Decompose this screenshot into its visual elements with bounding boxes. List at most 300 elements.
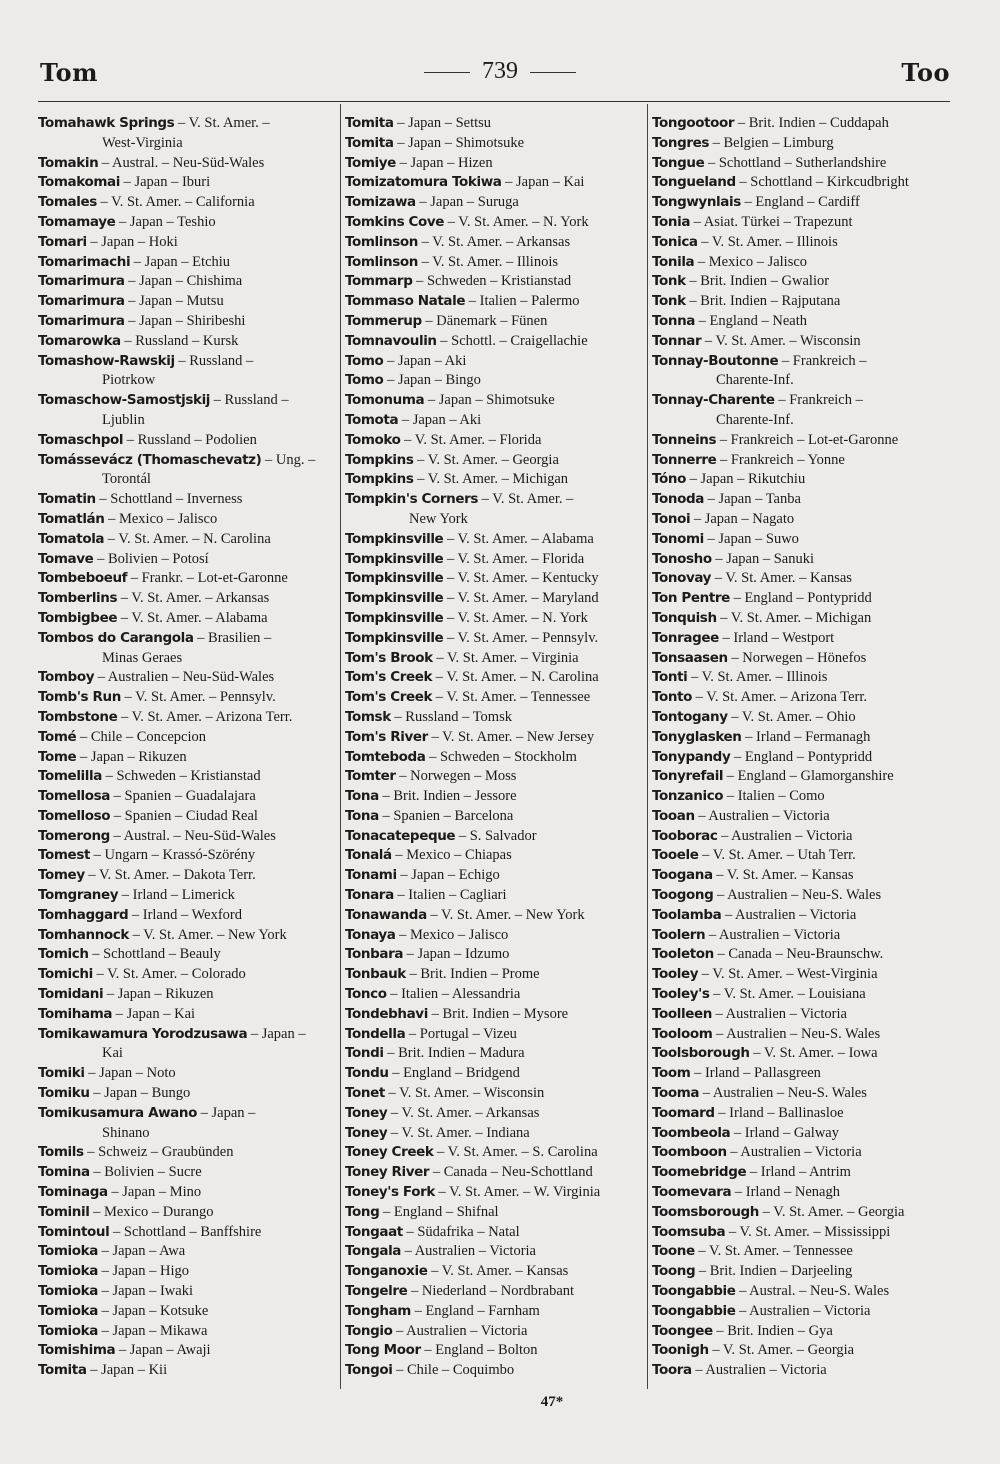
entry-place-name: Tomakin xyxy=(38,154,99,171)
entry-location: – Japan – Mutsu xyxy=(124,293,224,310)
gazetteer-entry xyxy=(345,688,645,708)
entry-location: – Brit. Indien – Cuddapah xyxy=(734,115,889,131)
entry-place-name: Tomonuma xyxy=(345,392,425,409)
entry-place-name: Tonbara xyxy=(345,946,404,963)
entry-location: – V. St. Amer. – New York xyxy=(128,926,287,943)
entry-location: – Schottl. – Craigellachie xyxy=(436,332,588,349)
entry-place-name: Toney Creek xyxy=(345,1144,434,1161)
gazetteer-entry xyxy=(345,728,645,748)
entry-continuation: Torontál xyxy=(102,471,151,488)
entry-location: – England – Pontypridd xyxy=(729,590,872,607)
gazetteer-entry xyxy=(652,332,952,352)
entry-location: – V. St. Amer. – Florida xyxy=(443,550,585,567)
gazetteer-entry xyxy=(345,411,645,431)
entry-location: – Japan – Mino xyxy=(107,1184,202,1201)
entry-place-name: Tomerong xyxy=(38,827,110,844)
entry-place-name: Ton Pentre xyxy=(652,590,730,607)
entry-continuation: Minas Geraes xyxy=(102,649,183,666)
entry-place-name: Toong xyxy=(652,1263,696,1280)
entry-location: – Japan – xyxy=(196,1104,256,1121)
entry-location: – Japan – Mikawa xyxy=(97,1322,208,1339)
entry-place-name: Tomb's Run xyxy=(38,689,121,706)
entry-location: – V. St. Amer. – Arkansas xyxy=(387,1104,540,1121)
entry-location: – Schottland – Kirkcudbright xyxy=(735,174,909,191)
entry-place-name: Tooley's xyxy=(652,986,710,1003)
gazetteer-entry xyxy=(652,154,952,174)
entry-location: – England – Bridgend xyxy=(388,1065,520,1082)
entry-location: – V. St. Amer. – Kentucky xyxy=(443,570,599,587)
entry-place-name: Tombeboeuf xyxy=(38,570,128,587)
entry-place-name: Tondi xyxy=(345,1045,384,1062)
entry-location: – Mexico – Chiapas xyxy=(391,847,512,864)
entry-place-name: Tonk xyxy=(652,273,686,290)
gazetteer-entry xyxy=(345,1163,645,1183)
entry-place-name: Tonovay xyxy=(652,570,712,587)
entry-location: – Irland – Fermanagh xyxy=(741,728,871,745)
entry-location: – Australien – Victoria xyxy=(735,1302,871,1319)
entry-place-name: Tomhaggard xyxy=(38,906,129,923)
entry-location: – Japan – Suwo xyxy=(703,530,799,547)
entry-location: – England – Farnham xyxy=(410,1302,540,1319)
entry-location: – V. St. Amer. – Pennsylv. xyxy=(443,629,599,646)
entry-location: – Japan – Awaji xyxy=(115,1342,211,1359)
entry-location: – Brit. Indien – Jessore xyxy=(378,788,517,805)
entry-place-name: Tomatlán xyxy=(38,510,105,527)
entry-place-name: Tona xyxy=(345,788,379,805)
entry-location: – Japan – Iwaki xyxy=(97,1283,193,1300)
entry-place-name: Tooloom xyxy=(652,1025,713,1042)
entry-place-name: Toomebridge xyxy=(652,1164,747,1181)
entry-location: – Australien – Victoria xyxy=(401,1243,536,1260)
entry-place-name: Tonila xyxy=(652,253,695,270)
gazetteer-entry xyxy=(38,906,338,926)
gazetteer-entry xyxy=(345,965,645,985)
entry-place-name: Tomihama xyxy=(38,1005,113,1022)
entry-place-name: Toora xyxy=(652,1362,692,1379)
entry-location: – V. St. Amer. – Iowa xyxy=(749,1045,878,1062)
entry-location: – Italien – Cagliari xyxy=(393,887,507,904)
entry-place-name: Tongootoor xyxy=(652,115,735,131)
entry-place-name: Tonna xyxy=(652,312,696,329)
entry-place-name: Tomelloso xyxy=(38,807,111,824)
entry-place-name: Tomo xyxy=(345,372,384,389)
column-divider xyxy=(647,104,648,1389)
gazetteer-entry xyxy=(345,589,645,609)
entry-place-name: Tompkinsville xyxy=(345,629,444,646)
entry-place-name: Tomatola xyxy=(38,530,105,547)
entry-location: – V. St. Amer. – Pennsylv. xyxy=(120,689,276,706)
entry-location: – V. St. Amer. – Ohio xyxy=(727,708,856,725)
gazetteer-entry xyxy=(652,1361,952,1381)
entry-place-name: Toney xyxy=(345,1124,388,1141)
entry-location: – V. St. Amer. – Mississippi xyxy=(725,1223,891,1240)
entry-place-name: Tomberlins xyxy=(38,590,118,607)
entry-place-name: Tom's Creek xyxy=(345,669,433,686)
gazetteer-entry xyxy=(345,154,645,174)
entry-place-name: Toongee xyxy=(652,1322,713,1339)
entry-place-name: Tomarimura xyxy=(38,293,125,310)
gazetteer-entry xyxy=(345,1322,645,1342)
gazetteer-entry xyxy=(345,1005,645,1025)
gazetteer-entry xyxy=(652,708,952,728)
entry-location: – Japan – Aki xyxy=(383,352,467,369)
entry-location: – Ung. – xyxy=(261,451,316,468)
entry-location: – Bolivien – Potosí xyxy=(93,550,209,567)
entry-place-name: Tompkinsville xyxy=(345,609,444,626)
entry-place-name: Tomellosa xyxy=(38,788,110,805)
entry-place-name: Tomarimura xyxy=(38,312,125,329)
entry-continuation: Shinano xyxy=(102,1124,150,1141)
entry-place-name: Tóno xyxy=(652,471,686,488)
entry-place-name: Tom's Creek xyxy=(345,689,433,706)
entry-location: – Austral. – Neu-Süd-Wales xyxy=(98,154,265,171)
gazetteer-entry xyxy=(652,253,952,273)
gazetteer-entry xyxy=(345,253,645,273)
gazetteer-entry xyxy=(38,154,338,174)
gazetteer-entry xyxy=(38,787,338,807)
entry-location: – V. St. Amer. – Illinois xyxy=(697,233,838,250)
entry-place-name: Tooma xyxy=(652,1085,700,1102)
gazetteer-entry xyxy=(345,352,645,372)
gazetteer-entry xyxy=(345,985,645,1005)
entry-place-name: Tongres xyxy=(652,134,710,151)
entry-place-name: Toomsuba xyxy=(652,1223,726,1240)
gazetteer-entry xyxy=(652,451,952,471)
entry-location: – Russland – xyxy=(210,392,289,409)
entry-location: – Japan – Shiribeshi xyxy=(124,312,246,329)
entry-place-name: Tondu xyxy=(345,1065,389,1082)
entry-place-name: Toney xyxy=(345,1104,388,1121)
entry-place-name: Tominil xyxy=(38,1203,90,1220)
column-1 xyxy=(38,114,338,1381)
entry-place-name: Tomioka xyxy=(38,1263,98,1280)
gazetteer-entry xyxy=(345,1203,645,1223)
entry-place-name: Tomboy xyxy=(38,669,95,686)
entry-location: – V. St. Amer. – Wisconsin xyxy=(701,332,861,349)
entry-location: – Australien – Victoria xyxy=(721,906,857,923)
gazetteer-entry xyxy=(345,213,645,233)
entry-location: – Portugal – Vizeu xyxy=(405,1025,517,1042)
entry-location: – V. St. Amer. – Colorado xyxy=(92,966,246,983)
entry-location: – Japan – Chishima xyxy=(124,273,243,290)
entry-place-name: Tomita xyxy=(38,1362,87,1379)
entry-place-name: Tomahawk Springs xyxy=(38,115,175,131)
entry-place-name: Tomarimachi xyxy=(38,253,131,270)
gazetteer-entry xyxy=(38,569,338,589)
entry-place-name: Tomichi xyxy=(38,966,93,983)
entry-place-name: Tomizatomura Tokiwa xyxy=(345,174,502,191)
entry-location: – V. St. Amer. – Arizona Terr. xyxy=(117,708,293,725)
gazetteer-entry xyxy=(38,767,338,787)
gazetteer-entry xyxy=(652,787,952,807)
entry-location: – V. St. Amer. – Florida xyxy=(400,431,542,448)
entry-location: – Belgien – Limburg xyxy=(709,134,834,151)
entry-place-name: Tongham xyxy=(345,1302,411,1319)
entry-location: – Japan – Sanuki xyxy=(711,550,814,567)
entry-place-name: Tonica xyxy=(652,233,698,250)
entry-location: – Japan – Hoki xyxy=(86,233,178,250)
entry-place-name: Tomarowka xyxy=(38,332,121,349)
entry-place-name: Tong Moor xyxy=(345,1342,421,1359)
entry-location: – Russland – Kursk xyxy=(120,332,239,349)
column-3 xyxy=(652,114,952,1381)
entry-place-name: Tomest xyxy=(38,847,91,864)
gazetteer-entry xyxy=(345,827,645,847)
gazetteer-entry xyxy=(345,292,645,312)
gazetteer-entry xyxy=(652,1223,952,1243)
gazetteer-entry xyxy=(652,688,952,708)
entry-place-name: Tona xyxy=(345,807,379,824)
entry-location: – Japan – Nagato xyxy=(690,510,795,527)
entry-place-name: Tonnay-Charente xyxy=(652,392,775,409)
entry-place-name: Tomakomai xyxy=(38,174,120,191)
gazetteer-entry xyxy=(345,1242,645,1262)
entry-place-name: Tonco xyxy=(345,986,387,1003)
entry-location: – Japan – Hizen xyxy=(395,154,493,171)
entry-location: – V. St. Amer. – N. Carolina xyxy=(104,530,271,547)
gazetteer-entry xyxy=(345,332,645,352)
entry-location: – Australien – Neu-S. Wales xyxy=(699,1085,867,1102)
entry-location: – Chile – Concepcion xyxy=(76,728,206,745)
header-first-word: Tom xyxy=(40,58,99,87)
entry-continuation: Piotrkow xyxy=(102,372,156,389)
gazetteer-entry xyxy=(345,451,645,471)
entry-location: – Irland – Galway xyxy=(730,1124,839,1141)
gazetteer-entry xyxy=(345,866,645,886)
entry-location: – Austral. – Neu-S. Wales xyxy=(735,1283,890,1300)
entry-location: – Australien – Victoria xyxy=(726,1144,862,1161)
gazetteer-entry xyxy=(652,1104,952,1124)
entry-place-name: Tom's Brook xyxy=(345,649,433,666)
entry-continuation: Ljublin xyxy=(102,411,145,428)
entry-location: – V. St. Amer. – Virginia xyxy=(432,649,579,666)
gazetteer-entry xyxy=(652,1203,952,1223)
entry-location: – Schottland – Sutherlandshire xyxy=(704,154,887,171)
entry-location: – Mexico – Durango xyxy=(89,1203,214,1220)
entry-place-name: Tooleton xyxy=(652,946,714,963)
gazetteer-entry xyxy=(38,1005,338,1025)
entry-place-name: Tongaat xyxy=(345,1223,403,1240)
entry-place-name: Tominaga xyxy=(38,1184,108,1201)
entry-place-name: Tombigbee xyxy=(38,609,118,626)
entry-place-name: Toogana xyxy=(652,867,713,884)
entry-continuation: Kai xyxy=(102,1045,123,1062)
entry-location: – V. St. Amer. – S. Carolina xyxy=(433,1144,598,1161)
entry-location: – Irland – Nenagh xyxy=(731,1184,840,1201)
entry-location: – Spanien – Guadalajara xyxy=(110,788,256,805)
gazetteer-entry xyxy=(38,1183,338,1203)
entry-location: – Brit. Indien – Gya xyxy=(712,1322,833,1339)
gazetteer-entry xyxy=(652,1044,952,1064)
gazetteer-entry xyxy=(652,1005,952,1025)
gazetteer-entry xyxy=(345,1302,645,1322)
gazetteer-entry xyxy=(652,945,952,965)
gazetteer-entry xyxy=(652,530,952,550)
gazetteer-entry xyxy=(652,1302,952,1322)
entry-location: – V. St. Amer. – Kansas xyxy=(712,867,854,884)
gazetteer-entry xyxy=(345,649,645,669)
gazetteer-entry xyxy=(345,569,645,589)
entry-place-name: Toomevara xyxy=(652,1184,732,1201)
entry-location: – Schottland – Beauly xyxy=(88,946,221,963)
entry-location: – England – Bolton xyxy=(420,1342,538,1359)
gazetteer-entry xyxy=(345,272,645,292)
gazetteer-entry xyxy=(38,688,338,708)
gazetteer-entry xyxy=(38,807,338,827)
entry-location: – Mexico – Jalisco xyxy=(694,253,808,270)
gazetteer-entry xyxy=(38,490,338,510)
gazetteer-entry xyxy=(652,1124,952,1144)
entry-location: – V. St. Amer. – Dakota Terr. xyxy=(84,867,256,884)
gazetteer-entry xyxy=(38,431,338,451)
gazetteer-entry xyxy=(38,886,338,906)
gazetteer-entry xyxy=(652,906,952,926)
entry-place-name: Tonomi xyxy=(652,530,704,547)
entry-place-name: Tonacatepeque xyxy=(345,827,456,844)
entry-location: – Brasilien – xyxy=(193,629,272,646)
gazetteer-entry xyxy=(38,1262,338,1282)
entry-location: – V. St. Amer. – xyxy=(174,115,270,131)
gazetteer-entry xyxy=(345,1341,645,1361)
gazetteer-entry xyxy=(345,668,645,688)
entry-place-name: Tomnavoulin xyxy=(345,332,437,349)
gazetteer-entry xyxy=(38,510,338,530)
gazetteer-entry xyxy=(652,173,952,193)
gazetteer-entry xyxy=(38,1223,338,1243)
column-divider xyxy=(340,104,341,1389)
entry-place-name: Tome xyxy=(38,748,77,765)
entry-location: – Schweden – Kristianstad xyxy=(412,273,572,290)
gazetteer-entry xyxy=(38,173,338,193)
gazetteer-entry xyxy=(652,1242,952,1262)
gazetteer-entry xyxy=(345,1183,645,1203)
entry-place-name: Tomishima xyxy=(38,1342,116,1359)
gazetteer-entry xyxy=(652,550,952,570)
gazetteer-entry xyxy=(38,1143,338,1163)
gazetteer-entry xyxy=(38,233,338,253)
gazetteer-entry xyxy=(38,728,338,748)
gazetteer-entry xyxy=(38,1322,338,1342)
entry-place-name: Tomhannock xyxy=(38,926,129,943)
entry-place-name: Tomales xyxy=(38,194,97,211)
entry-place-name: Tongueland xyxy=(652,174,736,191)
entry-place-name: Tomelilla xyxy=(38,768,102,785)
entry-location: – Japan – Rikuzen xyxy=(103,986,214,1003)
gazetteer-entry xyxy=(345,926,645,946)
entry-location: – Japan – Shimotsuke xyxy=(393,134,525,151)
gazetteer-entry xyxy=(38,213,338,233)
gazetteer-entry xyxy=(652,728,952,748)
entry-place-name: Tompkinsville xyxy=(345,550,444,567)
entry-location: – Japan – Idzumo xyxy=(403,946,510,963)
gazetteer-entry xyxy=(345,470,645,490)
entry-location: – Japan – Iburi xyxy=(119,174,211,191)
entry-location: – V. St. Amer. – xyxy=(478,491,574,508)
entry-place-name: Toomard xyxy=(652,1104,715,1121)
entry-place-name: Tomizawa xyxy=(345,194,416,211)
entry-place-name: Tomioka xyxy=(38,1283,98,1300)
entry-location: – Niederland – Nordbrabant xyxy=(407,1283,575,1300)
entry-place-name: Tomlinson xyxy=(345,233,418,250)
entry-place-name: Tomioka xyxy=(38,1243,98,1260)
gazetteer-entry xyxy=(652,748,952,768)
entry-place-name: Tomiye xyxy=(345,154,396,171)
entry-place-name: Tomiku xyxy=(38,1085,90,1102)
entry-location: – Mexico – Jalisco xyxy=(104,510,218,527)
entry-place-name: Toongabbie xyxy=(652,1302,736,1319)
gazetteer-entry xyxy=(652,292,952,312)
entry-location: – V. St. Amer. – Alabama xyxy=(443,530,594,547)
entry-place-name: Tonet xyxy=(345,1085,385,1102)
entry-place-name: Toongabbie xyxy=(652,1283,736,1300)
entry-place-name: Tonyrefail xyxy=(652,768,724,785)
entry-place-name: Tonalá xyxy=(345,847,392,864)
gazetteer-entry xyxy=(38,272,338,292)
gazetteer-entry xyxy=(38,748,338,768)
entry-location: – Japan – Kii xyxy=(86,1362,168,1379)
entry-place-name: Tomiki xyxy=(38,1065,85,1082)
entry-location: – Japan – Suruga xyxy=(415,194,519,211)
entry-continuation: Charente-Inf. xyxy=(716,372,794,389)
entry-location: – Schweiz – Graubünden xyxy=(83,1144,234,1161)
entry-place-name: Tooele xyxy=(652,847,699,864)
entry-location: – England – Shifnal xyxy=(379,1203,499,1220)
gazetteer-entry xyxy=(652,391,952,431)
entry-location: – Japan – Echigo xyxy=(396,867,500,884)
entry-place-name: Tomils xyxy=(38,1144,84,1161)
gazetteer-entry xyxy=(38,1084,338,1104)
gazetteer-entry xyxy=(652,1282,952,1302)
gazetteer-entry xyxy=(38,708,338,728)
gazetteer-entry xyxy=(652,352,952,392)
entry-place-name: Tonnerre xyxy=(652,451,717,468)
gazetteer-entry xyxy=(652,609,952,629)
gazetteer-entry xyxy=(345,312,645,332)
entry-location: – Frankreich – xyxy=(778,352,867,369)
entry-location: – V. St. Amer. – Arizona Terr. xyxy=(692,689,868,706)
gazetteer-entry xyxy=(38,866,338,886)
entry-location: – V. St. Amer. – Tennessee xyxy=(432,689,591,706)
entry-location: – Australien – Victoria xyxy=(694,807,830,824)
gazetteer-entry xyxy=(652,1064,952,1084)
entry-place-name: Tonyglasken xyxy=(652,728,742,745)
entry-location: – Russland – xyxy=(174,352,254,369)
gazetteer-entry xyxy=(38,1203,338,1223)
entry-location: – Japan – Noto xyxy=(84,1065,176,1082)
entry-location: – Austral. – Neu-Süd-Wales xyxy=(109,827,276,844)
gazetteer-entry xyxy=(345,371,645,391)
entry-location: – V. St. Amer. – Illinois xyxy=(687,669,828,686)
gazetteer-entry xyxy=(652,827,952,847)
gazetteer-entry xyxy=(345,787,645,807)
entry-location: – England – Cardiff xyxy=(740,194,860,211)
entry-place-name: Toolern xyxy=(652,926,706,943)
entry-place-name: Tomikusamura Awano xyxy=(38,1104,197,1121)
entry-location: – Japan – Bungo xyxy=(89,1085,191,1102)
gazetteer-entry xyxy=(345,490,645,530)
entry-place-name: Tonti xyxy=(652,669,688,686)
entry-place-name: Tomkins Cove xyxy=(345,213,445,230)
entry-place-name: Tomioka xyxy=(38,1302,98,1319)
entry-place-name: Tonoi xyxy=(652,510,691,527)
gazetteer-entry xyxy=(38,530,338,550)
gazetteer-entry xyxy=(345,1282,645,1302)
gazetteer-entry xyxy=(652,886,952,906)
gazetteer-entry xyxy=(38,332,338,352)
gazetteer-entry xyxy=(38,1064,338,1084)
entry-location: – V. St. Amer. – N. York xyxy=(444,213,589,230)
entry-location: – Schottland – Banffshire xyxy=(109,1223,262,1240)
